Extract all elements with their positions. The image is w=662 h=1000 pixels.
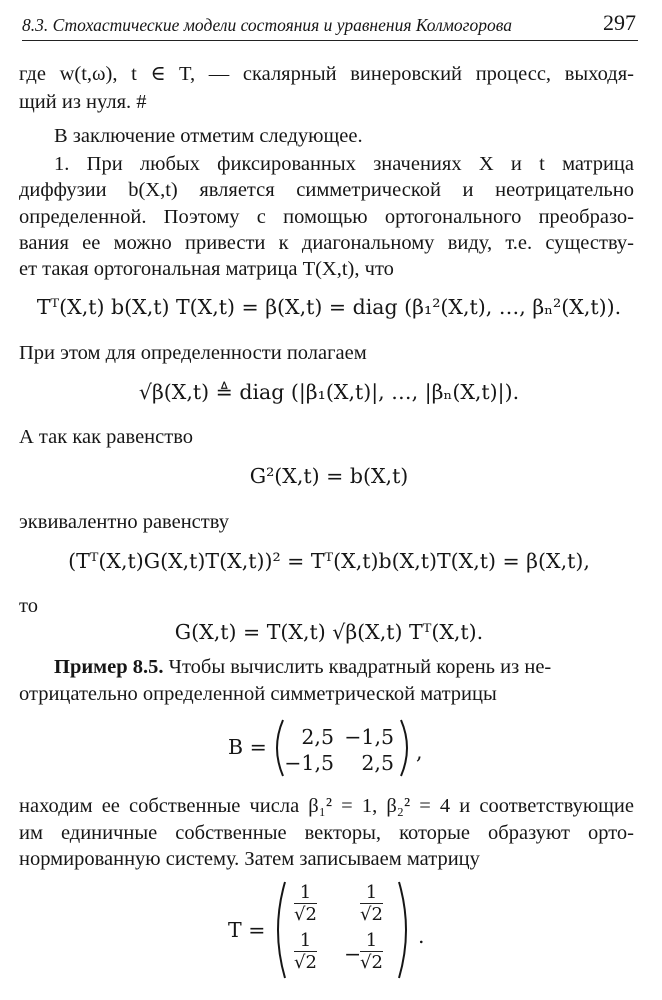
matrix-b-trail: , <box>416 740 423 764</box>
text-line: ет такая ортогональная матрица T(X,t), что <box>19 258 394 280</box>
matrix-t <box>228 880 448 980</box>
example-label: Пример 8.5. <box>54 656 164 678</box>
running-header <box>22 6 638 41</box>
equation-2: √β(X,t) ≜ diag (|β₁(X,t)|, …, |βₙ(X,t)|). <box>138 380 520 404</box>
equation-4: (Tᵀ(X,t)G(X,t)T(X,t))² = Tᵀ(X,t)b(X,t)T(X,t) = β(X,t), <box>68 549 590 573</box>
right-paren-icon <box>396 880 414 980</box>
matrix-t-label: T = <box>228 918 266 942</box>
matrix-b-cell: 2,5 <box>361 751 394 775</box>
right-paren-icon <box>398 718 414 778</box>
equation-1: Tᵀ(X,t) b(X,t) T(X,t) = β(X,t) = diag (β₁²(X,t), …, βₙ²(X,t)). <box>36 295 622 319</box>
text-line: щий из нуля. # <box>19 91 147 113</box>
text-line: эквивалентно равенству <box>19 511 229 533</box>
text-line: 1. При любых фиксированных значениях X и t матрица <box>54 153 634 175</box>
matrix-b-cell: −1,5 <box>284 751 334 775</box>
text-line: А так как равенство <box>19 426 193 448</box>
text-line: диффузии b(X,t) является симметрической и неотрицательно <box>19 179 634 201</box>
text-line: то <box>19 595 38 617</box>
page-number: 297 <box>603 10 636 35</box>
equation-5: G(X,t) = T(X,t) √β(X,t) Tᵀ(X,t). <box>174 620 484 644</box>
example-line <box>54 657 551 678</box>
text-line: где w(t,ω), t ∈ T, — скалярный винеровский процесс, выходя- <box>19 63 634 85</box>
matrix-b-cell: 2,5 <box>301 725 334 749</box>
equation-3: G²(X,t) = b(X,t) <box>249 464 409 488</box>
left-paren-icon <box>270 880 288 980</box>
example-text: Чтобы вычислить квадратный корень из не- <box>163 656 552 678</box>
text-line: При этом для определенности полагаем <box>19 342 367 364</box>
matrix-b-cell: −1,5 <box>344 725 394 749</box>
text-line: определенной. Поэтому с помощью ортогонального преобразо- <box>19 206 634 228</box>
text-line: находим ее собственные числа β₁² = 1, β₂² = 4 и соответствующие <box>19 795 634 817</box>
running-head-title: 8.3. Стохастические модели состояния и уравнения Колмогорова <box>22 15 512 35</box>
minus-sign: − <box>344 942 362 966</box>
matrix-b-label: B = <box>228 735 267 759</box>
text-line: вания ее можно привести к диагональному виду, т.е. существу- <box>19 232 634 254</box>
text-line: отрицательно определенной симметрической матрицы <box>19 683 497 705</box>
text-line: нормированную систему. Затем записываем матрицу <box>19 848 480 870</box>
matrix-t-trail: . <box>418 924 425 948</box>
fraction: $\frac{1}{√2}$ <box>294 930 317 973</box>
fraction: $\frac{1}{√2}$ <box>360 930 383 973</box>
text-line: им единичные собственные векторы, которые образуют орто- <box>19 822 634 844</box>
fraction: $\frac{1}{√2}$ <box>360 882 383 925</box>
matrix-b <box>228 718 448 778</box>
fraction: $\frac{1}{√2}$ <box>294 882 317 925</box>
text-line: В заключение отметим следующее. <box>54 125 363 147</box>
